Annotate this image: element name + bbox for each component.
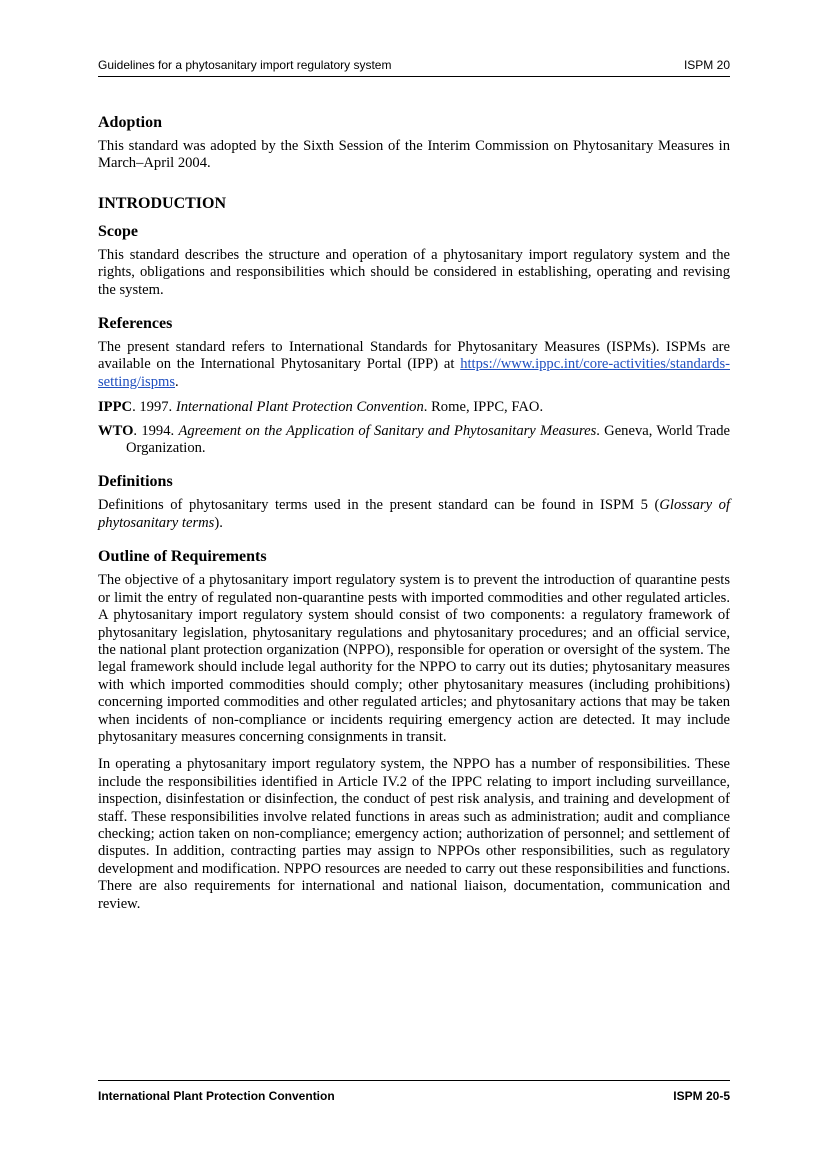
reference-year: . 1994.	[133, 422, 179, 439]
reference-title: Agreement on the Application of Sanitary and Phytosanitary Measures	[178, 422, 597, 439]
page-footer	[98, 1080, 730, 1103]
references-intro-text: The present standard refers to International Standards for Phytosanitary Measures (ISPMs). ISPMs are available on the International Phytosanitary Portal (IPP) at	[98, 339, 730, 373]
scope-heading: Scope	[98, 222, 138, 240]
scope-text: This standard describes the structure and operation of a phytosanitary import regulatory system and the rights, obligations and responsibilities which should be considered in establishing, operating and revising the system.	[98, 246, 730, 298]
footer-page-number: ISPM 20-5	[673, 1089, 730, 1103]
reference-rest: . Rome, IPPC, FAO.	[423, 399, 544, 416]
outline-heading: Outline of Requirements	[98, 548, 267, 566]
adoption-text: This standard was adopted by the Sixth Session of the Interim Commission on Phytosanitary Measures in March–April 2004.	[98, 138, 730, 172]
introduction-section	[98, 195, 730, 213]
reference-author: WTO	[98, 422, 134, 439]
outline-section	[98, 548, 730, 913]
definitions-text	[98, 497, 730, 532]
footer-organization: International Plant Protection Convention	[98, 1089, 335, 1103]
reference-item-ippc	[98, 399, 730, 416]
reference-year: . 1997.	[132, 399, 176, 416]
reference-title: International Plant Protection Convention	[175, 399, 424, 416]
references-intro-end: .	[175, 373, 179, 390]
introduction-heading: INTRODUCTION	[98, 194, 227, 212]
glossary-title: Glossary of phytosanitary terms	[98, 497, 730, 531]
references-intro	[98, 339, 730, 391]
ispms-link[interactable]: https://www.ippc.int/core-activities/standards-setting/ispms	[98, 356, 730, 390]
reference-item-wto	[98, 423, 730, 458]
page-header	[98, 58, 730, 77]
definitions-heading: Definitions	[98, 473, 173, 491]
scope-section	[98, 223, 730, 299]
reference-rest: . Geneva, World Trade Organization.	[126, 422, 731, 457]
references-section	[98, 315, 730, 457]
document-body	[98, 114, 730, 929]
reference-author: IPPC	[98, 399, 133, 416]
header-standard-number: ISPM 20	[683, 58, 730, 72]
adoption-heading: Adoption	[98, 114, 163, 131]
adoption-section	[98, 114, 730, 173]
definitions-text-after: ).	[214, 514, 223, 531]
definitions-section	[98, 473, 730, 532]
outline-paragraph-1: The objective of a phytosanitary import regulatory system is to prevent the introduction of quarantine pests or limit the entry of regulated non-quarantine pests with imported commodities and other regulated articles. A phytosanitary import regulatory system should consist of two components: a regulatory framework of phytosanitary legislation, phytosanitary regulations and phytosanitary procedures; and an official service, the national plant protection organization (NPPO), responsible for operation or oversight of the system. The legal framework should include legal authority for the NPPO to carry out its duties; phytosanitary measures with which imported commodities should comply; other phytosanitary measures (including prohibitions) concerning imported commodities and other regulated articles; and phytosanitary actions that may be taken when incidents of non-compliance or incidents requiring emergency action are detected. It may include phytosanitary measures concerning consignments in transit.	[98, 572, 730, 745]
outline-paragraph-2: In operating a phytosanitary import regulatory system, the NPPO has a number of responsibilities. These include the responsibilities identified in Article IV.2 of the IPPC relating to import including surveillance, inspection, disinfestation or disinfection, the conduct of pest risk analysis, and training and development of staff. These responsibilities involve related functions in areas such as administration; audit and compliance checking; action taken on non-compliance; emergency action; authorization of personnel; and settlement of disputes. In addition, contracting parties may assign to NPPOs other responsibilities, such as regulatory development and modification. NPPO resources are needed to carry out these responsibilities and functions. There are also requirements for international and national liaison, documentation, communication and review.	[98, 756, 730, 912]
definitions-text-before: Definitions of phytosanitary terms used in the present standard can be found in ISPM 5 (	[98, 497, 660, 514]
header-title: Guidelines for a phytosanitary import regulatory system	[98, 58, 392, 72]
references-heading: References	[98, 315, 173, 333]
